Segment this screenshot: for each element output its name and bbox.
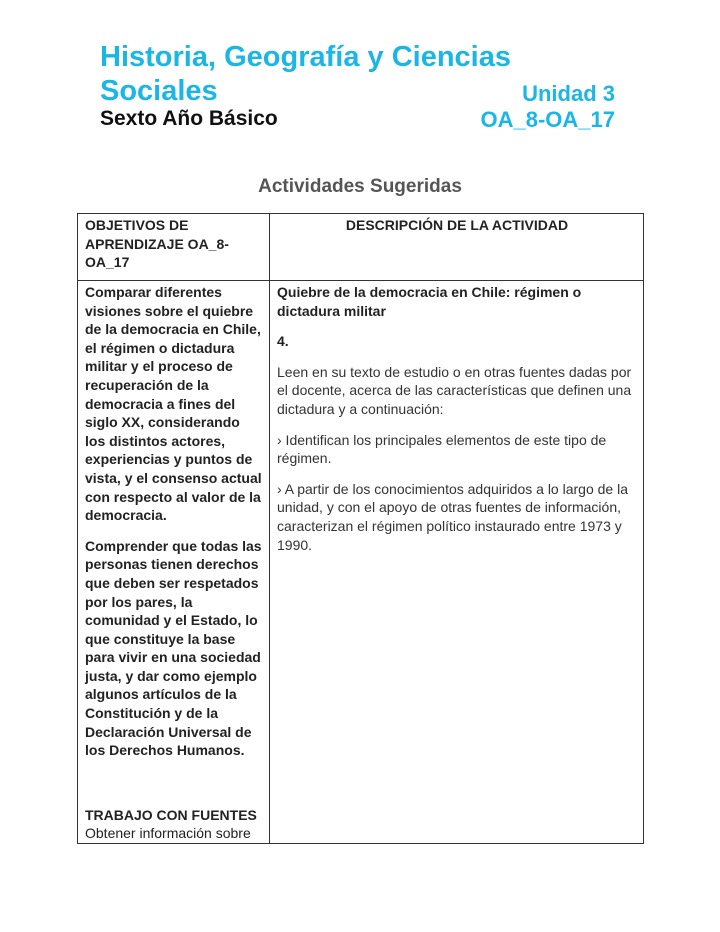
activity-cell	[270, 281, 644, 844]
unit-label: Unidad 3	[522, 81, 615, 106]
skill-title: TRABAJO CON FUENTES	[85, 806, 257, 823]
subject-title-line1: Historia, Geografía y Ciencias	[100, 41, 511, 73]
activity-intro: Leen en su texto de estudio o en otras fuentes dadas por el docente, acerca de las características que definen una dictadura y a continuación:	[277, 363, 632, 417]
grade-label: Sexto Año Básico	[100, 107, 278, 130]
section-title: Actividades Sugeridas	[258, 176, 462, 197]
activity-number: 4.	[277, 333, 289, 350]
description-header: DESCRIPCIÓN DE LA ACTIVIDAD	[270, 214, 644, 281]
objective-text: Comprender que todas las personas tienen derechos que deben ser respetados por los pares, la comunidad y el Estado, lo que constituye la base para vivir en una sociedad justa, y dar como ejemplo algunos artículos de la Constitución y de la Declaración Universal de los Derechos Humanos.	[85, 537, 262, 759]
objectives-cell	[78, 281, 270, 844]
table-row	[78, 281, 644, 844]
objectives-header: OBJETIVOS DE APRENDIZAJE OA_8- OA_17	[78, 214, 270, 281]
objective-text: Comparar diferentes visiones sobre el quiebre de la democracia en Chile, el régimen o dictadura militar y el proceso de recuperación de la democracia a fines del siglo XX, considerando los distintos actores, experiencias y puntos de vista, y el consenso actual con respecto al valor de la democracia.	[85, 284, 262, 524]
table-header-row	[78, 214, 644, 281]
objectives-code: OA_8-OA_17	[480, 107, 615, 132]
activities-table	[77, 213, 644, 844]
activity-step: › Identifican los principales elementos de este tipo de régimen.	[277, 431, 607, 467]
skill-text: Obtener información sobre	[85, 825, 251, 842]
activity-step: › A partir de los conocimientos adquiridos a lo largo de la unidad, y con el apoyo de otras fuentes de información, caracterizan el régimen político instaurado entre 1973 y 1990.	[277, 480, 628, 553]
activity-title: Quiebre de la democracia en Chile: régimen o dictadura militar	[277, 284, 582, 319]
subject-title-line2: Sociales	[100, 75, 218, 107]
